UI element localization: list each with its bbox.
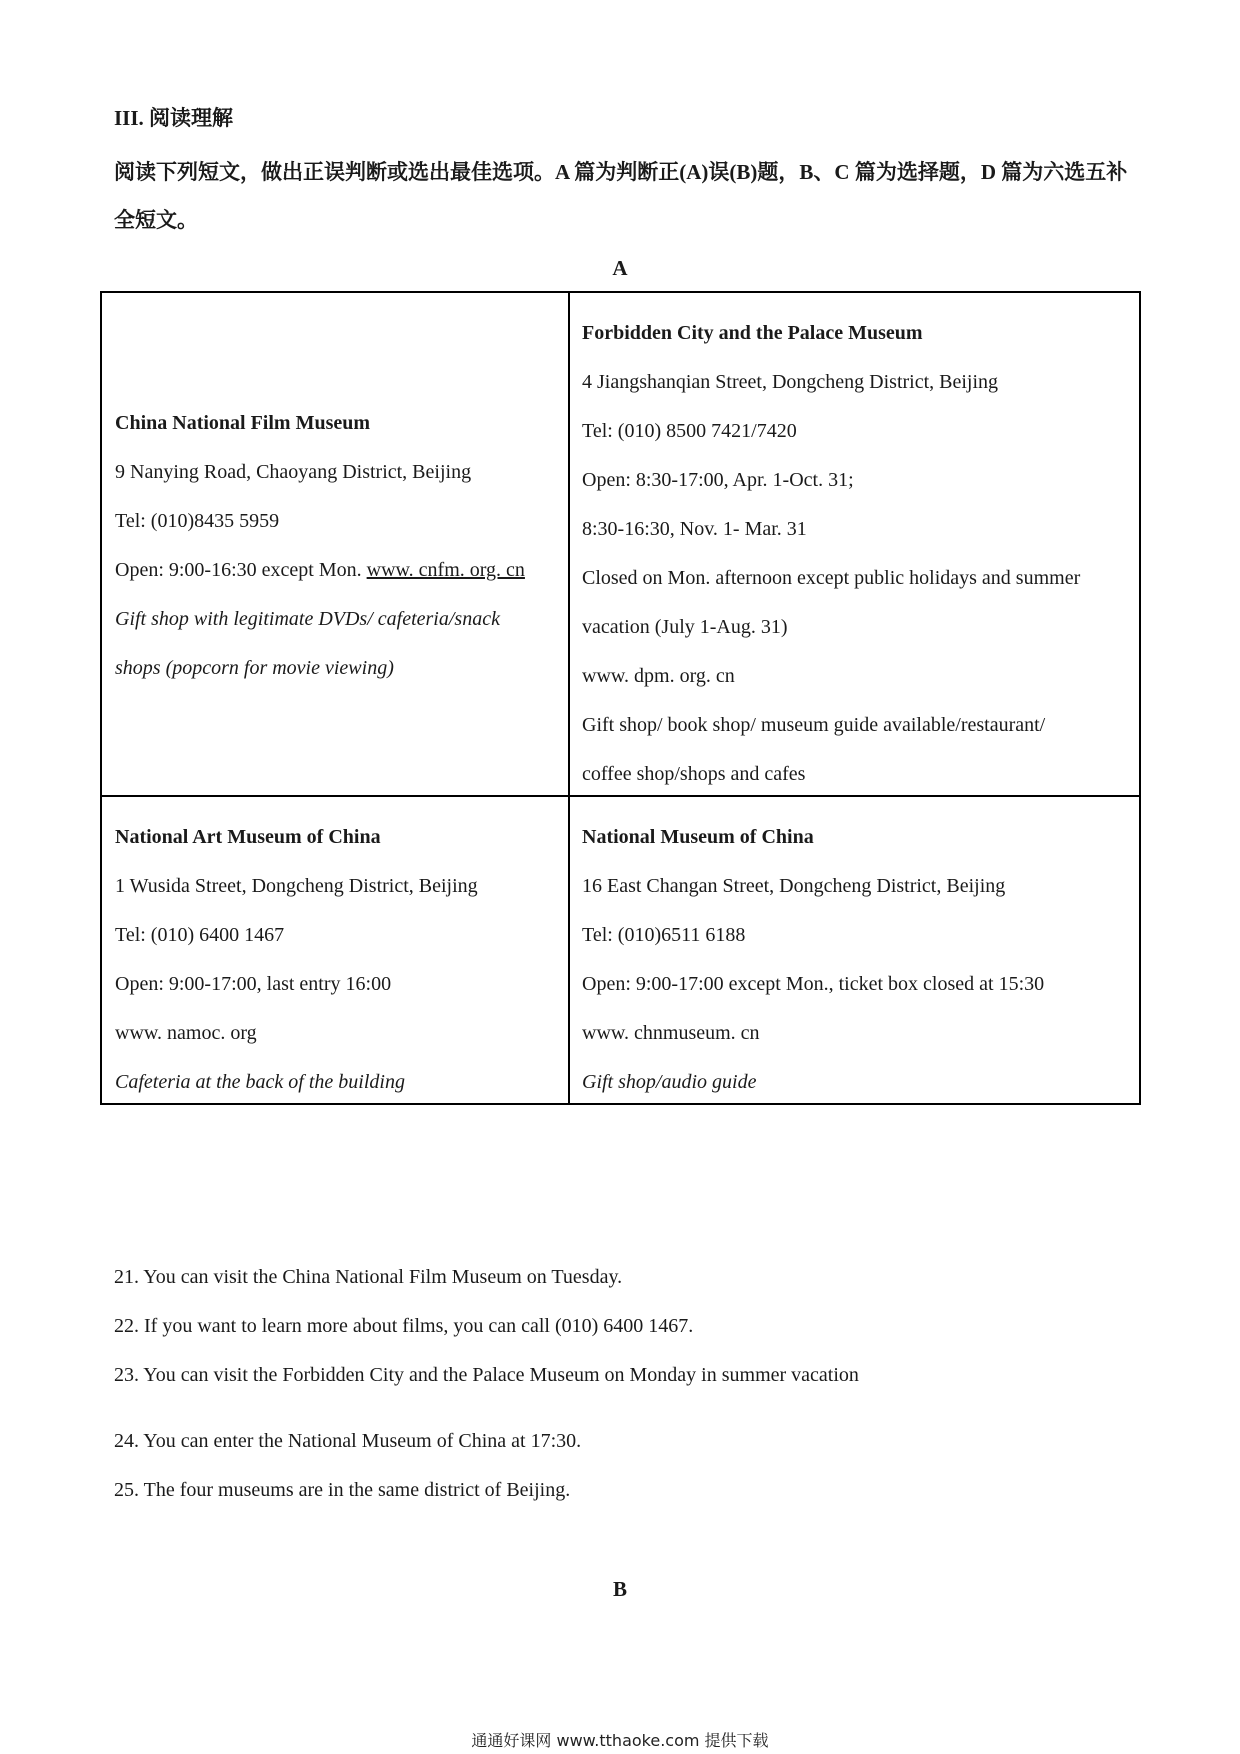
question-list — [114, 1253, 859, 1515]
film-museum-open-row — [115, 546, 525, 595]
palace-museum-tel: Tel: (010) 8500 7421/7420 — [582, 420, 797, 442]
art-museum-cell — [102, 797, 570, 1103]
art-museum-website: www. namoc. org — [115, 1022, 257, 1044]
national-museum-note: Gift shop/audio guide — [582, 1071, 757, 1093]
palace-museum-services-1: Gift shop/ book shop/ museum guide available/restaurant/ — [582, 714, 1046, 736]
palace-museum-services-2: coffee shop/shops and cafes — [582, 763, 806, 785]
art-museum-name: National Art Museum of China — [115, 826, 381, 848]
museum-table — [100, 291, 1141, 1105]
national-museum-open: Open: 9:00-17:00 except Mon., ticket box closed at 15:30 — [582, 973, 1045, 995]
section-title: III. 阅读理解 — [114, 106, 234, 130]
question-23: 23. You can visit the Forbidden City and the Palace Museum on Monday in summer vacation — [114, 1364, 859, 1386]
instruction-text: 阅读下列短文，做出正误判断或选出最佳选项。A 篇为判断正(A)误(B)题，B、C 篇为选择题，D 篇为六选五补全短文。 — [114, 160, 1128, 232]
art-museum-note: Cafeteria at the back of the building — [115, 1071, 405, 1093]
art-museum-open: Open: 9:00-17:00, last entry 16:00 — [115, 973, 392, 995]
film-museum-note-1: Gift shop with legitimate DVDs/ cafeteria/snack — [115, 608, 500, 630]
national-museum-name: National Museum of China — [582, 826, 814, 848]
palace-museum-name: Forbidden City and the Palace Museum — [582, 322, 923, 344]
passage-a-label: A — [612, 256, 628, 280]
film-museum-address: 9 Nanying Road, Chaoyang District, Beijing — [115, 461, 472, 483]
palace-museum-open-2: 8:30-16:30, Nov. 1- Mar. 31 — [582, 518, 807, 540]
film-museum-website-link[interactable]: www. cnfm. org. cn — [366, 559, 525, 581]
question-24: 24. You can enter the National Museum of China at 17:30. — [114, 1430, 582, 1452]
film-museum-tel: Tel: (010)8435 5959 — [115, 510, 280, 532]
palace-museum-cell — [570, 293, 1139, 797]
question-25: 25. The four museums are in the same district of Beijing. — [114, 1479, 571, 1501]
page-footer: 通通好课网 www.tthaoke.com 提供下载 — [471, 1731, 769, 1750]
film-museum-name: China National Film Museum — [115, 412, 371, 434]
film-museum-note-2: shops (popcorn for movie viewing) — [115, 657, 394, 679]
national-museum-tel: Tel: (010)6511 6188 — [582, 924, 746, 946]
national-museum-cell — [570, 797, 1139, 1103]
palace-museum-closed-1: Closed on Mon. afternoon except public holidays and summer — [582, 567, 1081, 589]
art-museum-address: 1 Wusida Street, Dongcheng District, Beijing — [115, 875, 478, 897]
question-22: 22. If you want to learn more about films, you can call (010) 6400 1467. — [114, 1315, 694, 1337]
palace-museum-address: 4 Jiangshanqian Street, Dongcheng District, Beijing — [582, 371, 999, 393]
film-museum-open: Open: 9:00-16:30 except Mon. — [115, 559, 367, 581]
national-museum-website: www. chnmuseum. cn — [582, 1022, 760, 1044]
palace-museum-website: www. dpm. org. cn — [582, 665, 735, 687]
passage-b-label: B — [612, 1577, 627, 1601]
national-museum-address: 16 East Changan Street, Dongcheng District, Beijing — [582, 875, 1006, 897]
film-museum-cell — [102, 293, 570, 797]
palace-museum-open-1: Open: 8:30-17:00, Apr. 1-Oct. 31; — [582, 469, 854, 491]
art-museum-tel: Tel: (010) 6400 1467 — [115, 924, 285, 946]
palace-museum-closed-2: vacation (July 1-Aug. 31) — [582, 616, 788, 638]
question-21: 21. You can visit the China National Film Museum on Tuesday. — [114, 1266, 623, 1288]
